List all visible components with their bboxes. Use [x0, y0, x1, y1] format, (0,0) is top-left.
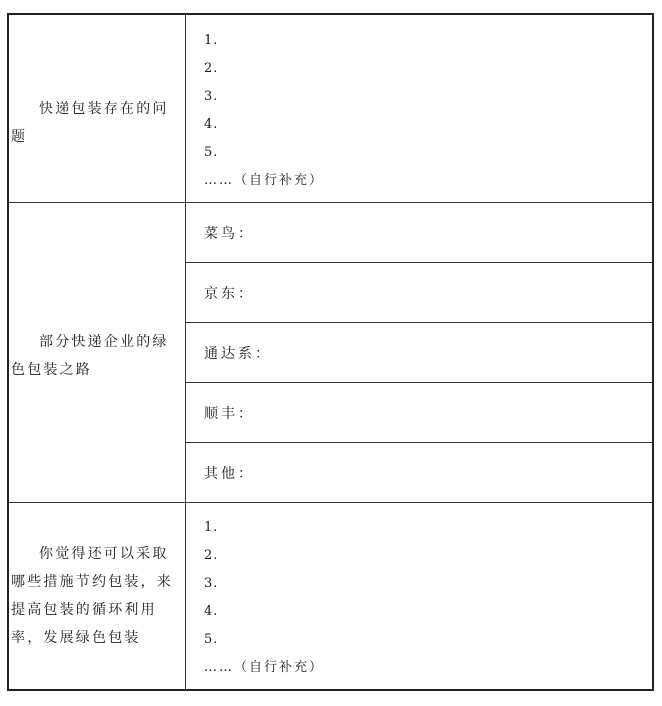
- measures-item: 2.: [204, 548, 219, 563]
- row-divider: [9, 202, 652, 203]
- company-jd: 京东：: [204, 286, 255, 302]
- measures-label: 你觉得还可以采取哪些措施节约包装，来提高包装的循环利用率，发展绿色包装: [11, 546, 173, 646]
- problems-list: [204, 27, 324, 195]
- green-path-label: 部分快递企业的绿色包装之路: [11, 334, 169, 378]
- problems-item: 4.: [204, 117, 219, 132]
- worksheet-table: [7, 13, 654, 691]
- measures-item: 1.: [204, 520, 219, 535]
- company-tongda: 通达系：: [204, 346, 272, 362]
- measures-item: 4.: [204, 604, 219, 619]
- problems-item: 5.: [204, 145, 219, 160]
- problems-item: 2.: [204, 61, 219, 76]
- company-sf: 顺丰：: [204, 406, 255, 422]
- company-divider: [185, 322, 652, 323]
- problems-item: 3.: [204, 89, 219, 104]
- measures-supplement: ……（自行补充）: [204, 660, 325, 675]
- row-divider: [9, 502, 652, 503]
- problems-label: 快递包装存在的问题: [11, 101, 169, 145]
- problems-supplement: ……（自行补充）: [204, 173, 325, 188]
- company-divider: [185, 262, 652, 263]
- column-divider: [185, 15, 186, 689]
- company-cainiao: 菜鸟：: [204, 226, 255, 242]
- measures-item: 3.: [204, 576, 219, 591]
- company-other: 其他：: [204, 466, 255, 482]
- company-divider: [185, 442, 652, 443]
- measures-item: 5.: [204, 632, 219, 647]
- company-divider: [185, 382, 652, 383]
- measures-list: [204, 514, 324, 682]
- problems-item: 1.: [204, 33, 219, 48]
